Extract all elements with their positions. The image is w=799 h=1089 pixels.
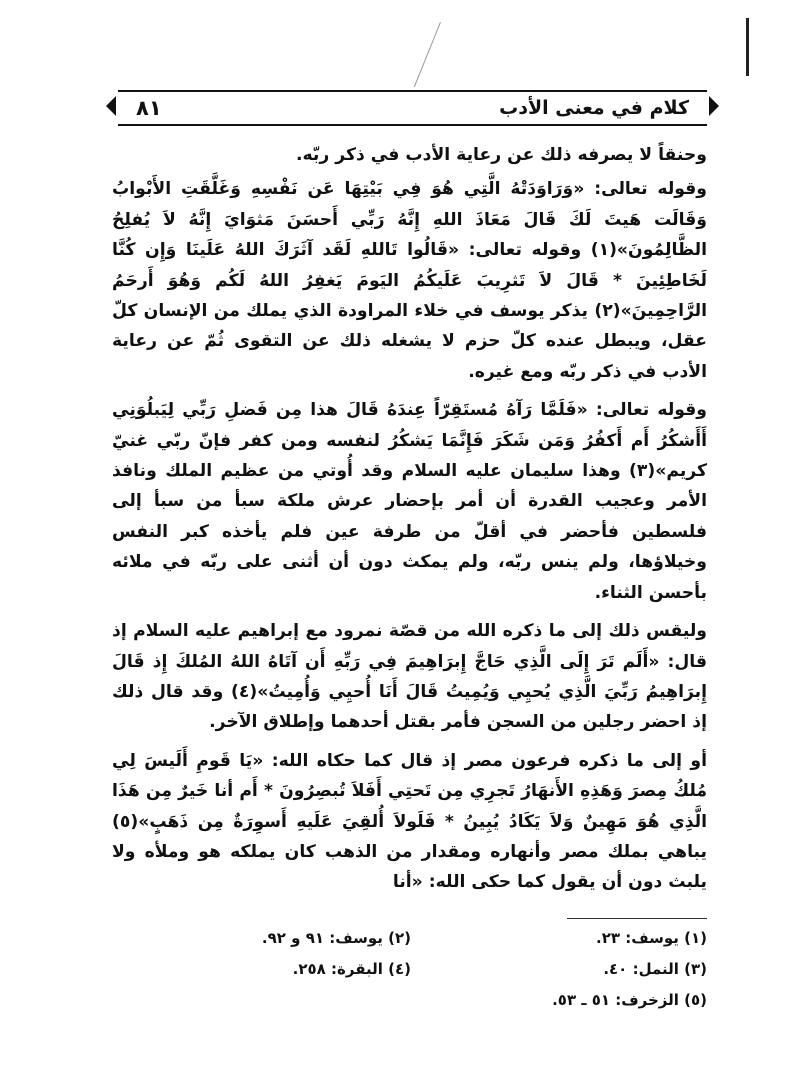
- paragraph: أو إلى ما ذكره فرعون مصر إذ قال كما حكاه الله: «يَا قَومِ أَلَيسَ لِي مُلكُ مِصرَ وَهَذِهِ الأَنهَارُ تَجرِي مِن تَحتِي أَفَلاَ تُبصِرُونَ * أَم أنا خَيرٌ مِن هَذَا الَّذِي هُوَ مَهِينٌ وَلاَ يَكَادُ يُبِينُ * فَلَولاَ أُلقِيَ عَلَيهِ أَسوِرَةٌ مِن ذَهَبٍ»(٥) يباهي بملك مصر وأنهاره ومقدار من الذهب كان يملكه هو وملأه ولا يلبث دون أن يقول كما حكى الله: «أنا: [112, 750, 707, 893]
- footnote-row: [112, 985, 707, 1016]
- paragraph: وقوله تعالى: «وَرَاوَدَتْهُ الَّتِي هُوَ فِي بَيْتِهَا عَن نَفْسِهِ وَغَلَّقَتِ الأَبْوابُ وَقَالَت هَيتَ لَكَ قَالَ مَعَاذَ اللهِ إِنَّهُ رَبِّي أَحسَنَ مَثوَايَ إِنَّهُ لاَ يُفلِحُ الظَّالِمُونَ»(١) وقوله تعالى: «قَالُوا تَاللهِ لَقَد آثَرَكَ اللهُ عَلَينَا وَإِن كُنَّا لَخَاطِئِينَ * قَالَ لاَ تَثرِيبَ عَلَيكُمُ اليَومَ يَغفِرُ اللهُ لَكُم وَهُوَ أَرحَمُ الرَّاحِمِينَ»(٢) يذكر يوسف في خلاء المراودة الذي يملك من الإنسان كلّ عقل، ويبطل عنده كلّ حزم لا يشغله ذلك عن التقوى ثُمّ عن رعاية الأدب في ذكر ربّه ومع غيره.: [112, 179, 707, 382]
- footnote-row: [112, 954, 707, 985]
- footnote: (٣) النمل: ٤٠.: [603, 960, 707, 978]
- header-title: كلام في معنى الأدب: [499, 97, 689, 119]
- paragraph: وليقس ذلك إلى ما ذكره الله من قصّة نمرود مع إبراهيم عليه السلام إذ قال: «أَلَم تَرَ إِلَى الَّذِي حَاجَّ إِبرَاهِيمَ فِي رَبِّهِ أَن آتَاهُ اللهُ المُلكَ إِذ قَالَ إِبرَاهِيمُ رَبِّيَ الَّذِي يُحيِي وَيُمِيتُ قَالَ أَنَا أُحيِي وَأُمِيتُ»(٤) وقد قال ذلك إذ احضر رجلين من السجن فأمر بقتل أحدهما وإطلاق الآخر.: [112, 621, 708, 733]
- page-number: ٨١: [136, 96, 162, 120]
- paragraph: وقوله تعالى: «فَلَمَّا رَآهُ مُستَقِرّاً عِندَهُ قَالَ هذا مِن فَضلِ رَبِّي لِيَبلُوَنِي أَأَشكُرُ أَم أَكفُرُ وَمَن شَكَرَ فَإِنَّمَا يَشكُرُ لنفسه ومن كفر فإنّ ربّي غنيّ كريم»(٣) وهذا سليمان عليه السلام وقد أُوتي من عظيم الملك ونافذ الأمر وعجيب القدرة أن أمر بإحضار عرش ملكة سبأ من سبأ إلى فلسطين فأحضر في أقلّ من طرفة عين فلم يأخذه كبر النفس وخيلاؤها، ولم ينس ربّه، ولم يمكث دون أن أثنى على ربّه في ملائه بأحسن الثناء.: [112, 400, 707, 603]
- page-edge-mark: [746, 18, 749, 76]
- footnote-separator: [567, 918, 707, 919]
- footnotes: [112, 918, 707, 1016]
- footnote: (١) يوسف: ٢٣.: [596, 929, 707, 947]
- body-text: [112, 140, 707, 902]
- running-header: [118, 90, 707, 126]
- scan-artifact-line: [414, 22, 441, 87]
- footnote: (٤) البقرة: ٢٥٨.: [292, 960, 411, 978]
- paragraph: وحنقاً لا يصرفه ذلك عن رعاية الأدب في ذكر ربّه.: [295, 145, 707, 165]
- footnote-row: [112, 923, 707, 954]
- footnote: (٢) يوسف: ٩١ و ٩٢.: [261, 929, 411, 947]
- footnote: (٥) الزخرف: ٥١ ـ ٥٣.: [552, 991, 707, 1009]
